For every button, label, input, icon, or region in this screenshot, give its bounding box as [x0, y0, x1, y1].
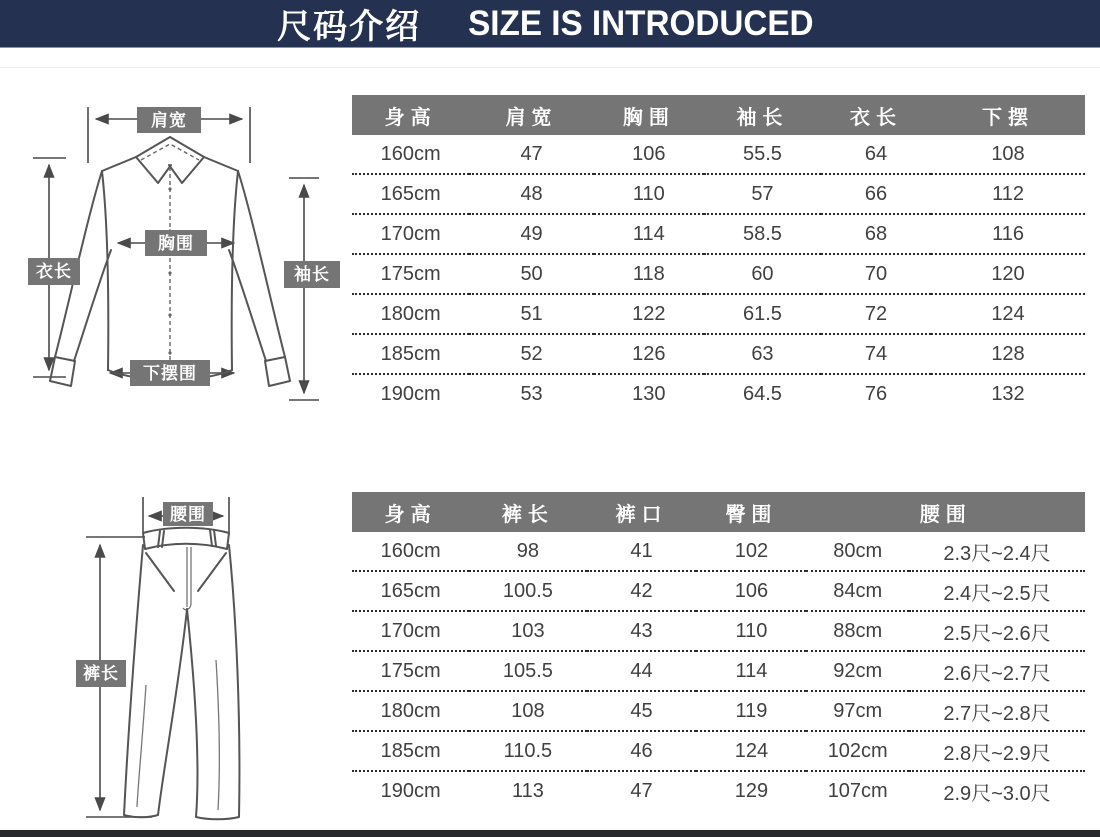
table-cell: 60 [704, 254, 821, 294]
waist-label [163, 502, 213, 526]
divider-line [0, 67, 1100, 68]
table-row [352, 135, 1085, 174]
waist-text: 腰围 [170, 504, 206, 524]
col-header-length: 衣长 [821, 95, 931, 135]
page-title-chinese: 尺码介绍 [277, 8, 422, 46]
table-cell: 160cm [352, 135, 469, 174]
table-cell: 55.5 [704, 135, 821, 174]
table-cell: 88cm [806, 611, 909, 651]
table-cell: 47 [630, 779, 653, 802]
table-cell: 70 [821, 254, 931, 294]
col-header-hip: 臀围 [696, 492, 806, 532]
table-cell: 72 [821, 294, 931, 334]
table-cell: 108 [931, 135, 1085, 174]
table-cell: 45 [587, 691, 697, 731]
table-cell: 170cm [352, 214, 469, 254]
col-header-shoulder: 肩宽 [469, 95, 594, 135]
pants-size-table [352, 492, 1085, 810]
table-row [352, 691, 1085, 731]
table-cell: 52 [469, 334, 594, 374]
table-cell: 53 [520, 382, 543, 405]
table-cell: 110 [594, 174, 704, 214]
table-cell: 2.6尺~2.7尺 [909, 651, 1085, 691]
table-cell: 66 [821, 174, 931, 214]
title-bar [0, 0, 1100, 48]
table-cell: 58.5 [704, 214, 821, 254]
hem-text: 下摆围 [143, 363, 197, 383]
table-cell: 106 [696, 571, 806, 611]
table-cell: 2.8尺~2.9尺 [909, 731, 1085, 771]
table-cell: 110 [696, 611, 806, 651]
col-header-hem: 下摆 [931, 95, 1085, 135]
table-row [352, 731, 1085, 771]
table-row [352, 174, 1085, 214]
table-cell: 190cm [380, 779, 441, 802]
table-cell: 120 [931, 254, 1085, 294]
table-cell: 64 [821, 135, 931, 174]
table-cell: 44 [587, 651, 697, 691]
table-cell: 42 [587, 571, 697, 611]
table-cell: 160cm [352, 532, 469, 571]
table-cell: 130 [632, 382, 666, 405]
table-cell: 61.5 [704, 294, 821, 334]
table-cell: 108 [469, 691, 586, 731]
sleeve-length-label [284, 261, 340, 288]
table-cell: 175cm [352, 651, 469, 691]
table-cell: 129 [734, 779, 769, 802]
table-row [352, 611, 1085, 651]
table-cell: 63 [704, 334, 821, 374]
table-cell: 97cm [806, 691, 909, 731]
table-row [352, 771, 1085, 810]
col-header-leg-opening: 裤口 [587, 492, 697, 532]
table-cell: 132 [991, 382, 1025, 405]
table-cell: 119 [696, 691, 806, 731]
table-cell: 2.4尺~2.5尺 [909, 571, 1085, 611]
table-cell: 2.3尺~2.4尺 [909, 532, 1085, 571]
shoulder-width-label [137, 107, 201, 133]
bottom-section-edge [0, 830, 1100, 837]
table-cell: 185cm [352, 731, 469, 771]
table-row [352, 532, 1085, 571]
table-cell: 74 [821, 334, 931, 374]
chest-text: 胸围 [158, 233, 194, 253]
table-cell: 46 [587, 731, 697, 771]
table-cell: 124 [931, 294, 1085, 334]
col-header-height: 身高 [352, 492, 469, 532]
table-cell: 180cm [352, 691, 469, 731]
table-cell: 126 [594, 334, 704, 374]
table-cell: 41 [587, 532, 697, 571]
table-cell: 122 [594, 294, 704, 334]
table-cell: 43 [587, 611, 697, 651]
table-cell: 100.5 [469, 571, 586, 611]
pants-length-label [76, 660, 126, 687]
table-cell: 50 [469, 254, 594, 294]
table-cell: 114 [594, 214, 704, 254]
table-row [352, 254, 1085, 294]
table-cell: 80cm [806, 532, 909, 571]
table-cell: 98 [469, 532, 586, 571]
col-header-pants-length: 裤长 [469, 492, 586, 532]
table-row [352, 374, 1085, 413]
table-row [352, 214, 1085, 254]
table-cell: 175cm [352, 254, 469, 294]
table-cell: 116 [931, 214, 1085, 254]
table-cell: 64.5 [742, 382, 782, 405]
table-cell: 180cm [352, 294, 469, 334]
table-cell: 190cm [380, 382, 441, 405]
table-cell: 105.5 [469, 651, 586, 691]
table-cell: 112 [931, 174, 1085, 214]
shirt-table-header-row [352, 95, 1085, 135]
table-cell: 124 [696, 731, 806, 771]
table-cell: 48 [469, 174, 594, 214]
table-cell: 107cm [827, 779, 888, 802]
table-cell: 2.7尺~2.8尺 [909, 691, 1085, 731]
table-cell: 49 [469, 214, 594, 254]
shoulder-width-text: 肩宽 [151, 110, 187, 130]
table-cell: 106 [594, 135, 704, 174]
table-cell: 92cm [806, 651, 909, 691]
col-header-sleeve: 袖长 [704, 95, 821, 135]
page-title-english: SIZE IS INTRODUCED [468, 3, 814, 43]
table-row [352, 651, 1085, 691]
table-cell: 102 [696, 532, 806, 571]
table-cell: 2.5尺~2.6尺 [909, 611, 1085, 651]
table-row [352, 334, 1085, 374]
table-cell: 2.9尺~3.0尺 [943, 782, 1051, 805]
table-cell: 110.5 [469, 731, 586, 771]
pants-table-header-row [352, 492, 1085, 532]
table-row [352, 294, 1085, 334]
table-cell: 51 [469, 294, 594, 334]
pants-length-text: 裤长 [83, 664, 119, 683]
table-cell: 76 [864, 382, 888, 405]
col-header-height: 身高 [352, 95, 469, 135]
table-cell: 57 [704, 174, 821, 214]
table-cell: 113 [511, 779, 544, 802]
garment-length-label [28, 258, 80, 285]
hem-label [130, 360, 210, 386]
garment-length-text: 衣长 [36, 262, 72, 281]
table-cell: 103 [469, 611, 586, 651]
sleeve-length-text: 袖长 [294, 265, 330, 284]
table-cell: 84cm [806, 571, 909, 611]
table-cell: 128 [931, 334, 1085, 374]
table-cell: 170cm [352, 611, 469, 651]
table-cell: 47 [469, 135, 594, 174]
table-cell: 165cm [352, 571, 469, 611]
shirt-size-table [352, 95, 1085, 413]
col-header-chest: 胸围 [594, 95, 704, 135]
chest-label [145, 230, 207, 256]
table-cell: 68 [821, 214, 931, 254]
table-cell: 165cm [352, 174, 469, 214]
table-row [352, 571, 1085, 611]
table-cell: 185cm [352, 334, 469, 374]
table-cell: 114 [696, 651, 806, 691]
col-header-waist: 腰围 [806, 492, 1085, 532]
table-cell: 102cm [806, 731, 909, 771]
table-cell: 118 [594, 254, 704, 294]
